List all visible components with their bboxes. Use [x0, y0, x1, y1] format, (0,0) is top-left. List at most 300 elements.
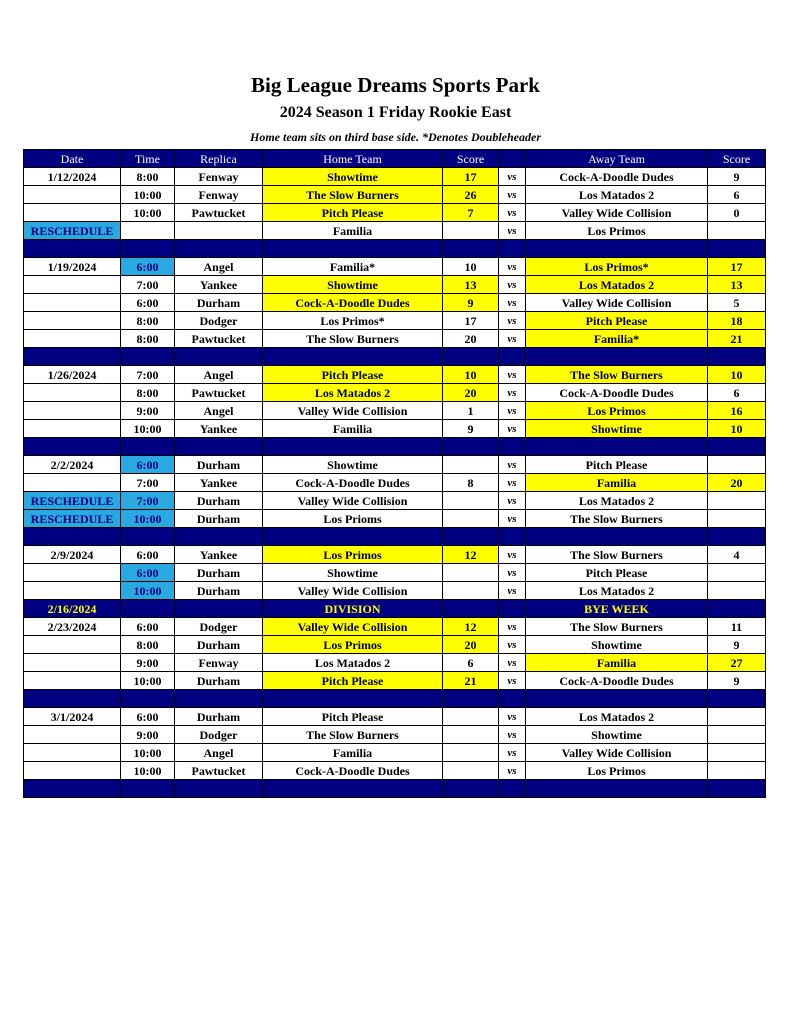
vs-cell: vs: [499, 294, 526, 312]
away-score-cell: 10: [708, 420, 766, 438]
away-team-cell: Showtime: [526, 636, 708, 654]
home-team-cell: Familia*: [263, 258, 443, 276]
time-cell: 10:00: [121, 582, 175, 600]
replica-cell: Pawtucket: [175, 762, 263, 780]
replica-cell: Fenway: [175, 186, 263, 204]
replica-cell: Durham: [175, 294, 263, 312]
home-team-cell: Los Primos: [263, 546, 443, 564]
week-separator-row: [24, 438, 766, 456]
time-cell: 10:00: [121, 762, 175, 780]
time-cell: 6:00: [121, 618, 175, 636]
game-row: [24, 726, 766, 744]
replica-cell: Durham: [175, 672, 263, 690]
replica-cell: Durham: [175, 564, 263, 582]
separator-cell: [121, 348, 175, 366]
date-cell: 1/12/2024: [24, 168, 121, 186]
game-row: [24, 222, 766, 240]
separator-cell: [526, 780, 708, 798]
vs-cell: vs: [499, 672, 526, 690]
vs-cell: vs: [499, 726, 526, 744]
separator-cell: [121, 690, 175, 708]
game-row: [24, 456, 766, 474]
time-cell: 8:00: [121, 384, 175, 402]
away-score-cell: 27: [708, 654, 766, 672]
home-score-cell: 13: [443, 276, 499, 294]
date-cell: [24, 654, 121, 672]
home-score-cell: 8: [443, 474, 499, 492]
date-cell: [24, 402, 121, 420]
away-team-cell: Valley Wide Collision: [526, 294, 708, 312]
home-score-cell: 20: [443, 330, 499, 348]
home-team-cell: Valley Wide Collision: [263, 402, 443, 420]
separator-cell: [526, 528, 708, 546]
header-row: [24, 150, 766, 168]
away-team-cell: Pitch Please: [526, 456, 708, 474]
game-row: [24, 510, 766, 528]
away-team-cell: BYE WEEK: [526, 600, 708, 618]
home-team-cell: Pitch Please: [263, 204, 443, 222]
time-cell: 6:00: [121, 708, 175, 726]
separator-cell: [24, 780, 121, 798]
separator-cell: [443, 348, 499, 366]
away-team-cell: Familia: [526, 474, 708, 492]
replica-cell: Angel: [175, 366, 263, 384]
vs-cell: vs: [499, 744, 526, 762]
away-team-cell: Pitch Please: [526, 564, 708, 582]
replica-cell: Durham: [175, 582, 263, 600]
away-score-cell: [708, 726, 766, 744]
separator-cell: [175, 690, 263, 708]
separator-cell: [708, 780, 766, 798]
vs-cell: [499, 600, 526, 618]
away-score-cell: [708, 510, 766, 528]
time-cell: 8:00: [121, 168, 175, 186]
time-cell: 8:00: [121, 312, 175, 330]
home-score-cell: 9: [443, 420, 499, 438]
game-row: [24, 420, 766, 438]
vs-cell: vs: [499, 222, 526, 240]
away-team-cell: Los Matados 2: [526, 186, 708, 204]
home-team-cell: Cock-A-Doodle Dudes: [263, 762, 443, 780]
away-team-cell: The Slow Burners: [526, 366, 708, 384]
home-team-cell: Familia: [263, 744, 443, 762]
vs-cell: vs: [499, 474, 526, 492]
date-cell: [24, 384, 121, 402]
separator-cell: [175, 780, 263, 798]
game-row: [24, 384, 766, 402]
vs-cell: vs: [499, 708, 526, 726]
col-header-vs: [499, 150, 526, 168]
separator-cell: [24, 348, 121, 366]
separator-cell: [708, 528, 766, 546]
away-team-cell: Showtime: [526, 420, 708, 438]
home-team-cell: Valley Wide Collision: [263, 618, 443, 636]
home-team-cell: Los Primos*: [263, 312, 443, 330]
replica-cell: Dodger: [175, 726, 263, 744]
away-team-cell: Los Matados 2: [526, 582, 708, 600]
away-score-cell: 9: [708, 168, 766, 186]
home-team-cell: Los Prioms: [263, 510, 443, 528]
away-score-cell: 9: [708, 636, 766, 654]
game-row: [24, 276, 766, 294]
replica-cell: Pawtucket: [175, 204, 263, 222]
date-cell: [24, 294, 121, 312]
game-row: [24, 186, 766, 204]
time-cell: 7:00: [121, 366, 175, 384]
home-team-cell: Cock-A-Doodle Dudes: [263, 474, 443, 492]
vs-cell: vs: [499, 618, 526, 636]
home-score-cell: 10: [443, 366, 499, 384]
replica-cell: [175, 222, 263, 240]
week-separator-row: [24, 528, 766, 546]
time-cell: 10:00: [121, 510, 175, 528]
time-cell: [121, 222, 175, 240]
away-score-cell: 9: [708, 672, 766, 690]
away-team-cell: Cock-A-Doodle Dudes: [526, 168, 708, 186]
vs-cell: vs: [499, 456, 526, 474]
away-team-cell: Los Matados 2: [526, 276, 708, 294]
home-score-cell: 12: [443, 546, 499, 564]
away-score-cell: 13: [708, 276, 766, 294]
home-score-cell: 20: [443, 636, 499, 654]
replica-cell: Durham: [175, 492, 263, 510]
home-score-cell: [443, 726, 499, 744]
away-team-cell: Valley Wide Collision: [526, 204, 708, 222]
time-cell: 10:00: [121, 744, 175, 762]
date-cell: RESCHEDULE: [24, 510, 121, 528]
away-score-cell: [708, 564, 766, 582]
vs-cell: vs: [499, 654, 526, 672]
separator-cell: [175, 528, 263, 546]
col-header-home-team: Home Team: [263, 150, 443, 168]
home-score-cell: 21: [443, 672, 499, 690]
away-score-cell: 5: [708, 294, 766, 312]
vs-cell: vs: [499, 168, 526, 186]
separator-cell: [24, 528, 121, 546]
home-score-cell: [443, 744, 499, 762]
replica-cell: Fenway: [175, 168, 263, 186]
replica-cell: Durham: [175, 456, 263, 474]
page-subtitle: 2024 Season 1 Friday Rookie East: [279, 104, 512, 121]
separator-cell: [526, 348, 708, 366]
vs-cell: vs: [499, 402, 526, 420]
separator-cell: [499, 780, 526, 798]
vs-cell: vs: [499, 312, 526, 330]
separator-cell: [708, 348, 766, 366]
bye-week-row: [24, 600, 766, 618]
separator-cell: [263, 690, 443, 708]
separator-cell: [499, 240, 526, 258]
away-score-cell: [708, 456, 766, 474]
home-score-cell: 12: [443, 618, 499, 636]
away-team-cell: Los Primos*: [526, 258, 708, 276]
game-row: [24, 312, 766, 330]
home-score-cell: 10: [443, 258, 499, 276]
replica-cell: Yankee: [175, 546, 263, 564]
away-score-cell: [708, 744, 766, 762]
separator-cell: [526, 690, 708, 708]
home-team-cell: Pitch Please: [263, 366, 443, 384]
game-row: [24, 708, 766, 726]
game-row: [24, 636, 766, 654]
game-row: [24, 330, 766, 348]
separator-cell: [499, 528, 526, 546]
time-cell: 10:00: [121, 672, 175, 690]
week-separator-row: [24, 690, 766, 708]
week-separator-row: [24, 240, 766, 258]
date-cell: [24, 276, 121, 294]
separator-cell: [175, 240, 263, 258]
vs-cell: vs: [499, 258, 526, 276]
away-team-cell: Familia: [526, 654, 708, 672]
game-row: [24, 654, 766, 672]
away-team-cell: Los Matados 2: [526, 708, 708, 726]
away-team-cell: The Slow Burners: [526, 546, 708, 564]
home-score-cell: [443, 762, 499, 780]
date-cell: [24, 582, 121, 600]
away-team-cell: Los Matados 2: [526, 492, 708, 510]
time-cell: 9:00: [121, 726, 175, 744]
separator-cell: [499, 348, 526, 366]
game-row: [24, 672, 766, 690]
home-team-cell: Pitch Please: [263, 672, 443, 690]
separator-cell: [263, 528, 443, 546]
home-team-cell: Los Matados 2: [263, 384, 443, 402]
home-team-cell: Familia: [263, 222, 443, 240]
replica-cell: Angel: [175, 744, 263, 762]
home-score-cell: 7: [443, 204, 499, 222]
home-team-cell: Showtime: [263, 456, 443, 474]
home-team-cell: Familia: [263, 420, 443, 438]
date-cell: [24, 420, 121, 438]
time-cell: 7:00: [121, 276, 175, 294]
game-row: [24, 366, 766, 384]
away-team-cell: The Slow Burners: [526, 618, 708, 636]
game-row: [24, 618, 766, 636]
home-score-cell: 26: [443, 186, 499, 204]
time-cell: 8:00: [121, 330, 175, 348]
time-cell: 6:00: [121, 294, 175, 312]
away-team-cell: Los Primos: [526, 762, 708, 780]
away-team-cell: Valley Wide Collision: [526, 744, 708, 762]
separator-cell: [24, 240, 121, 258]
home-score-cell: [443, 222, 499, 240]
home-score-cell: [443, 510, 499, 528]
home-team-cell: Los Primos: [263, 636, 443, 654]
home-score-cell: [443, 582, 499, 600]
game-row: [24, 204, 766, 222]
game-row: [24, 492, 766, 510]
page-title: Big League Dreams Sports Park: [251, 73, 540, 97]
separator-cell: [263, 780, 443, 798]
home-team-cell: Showtime: [263, 276, 443, 294]
away-team-cell: Los Primos: [526, 222, 708, 240]
away-score-cell: 17: [708, 258, 766, 276]
game-row: [24, 564, 766, 582]
time-cell: 6:00: [121, 258, 175, 276]
away-team-cell: Familia*: [526, 330, 708, 348]
home-score-cell: 17: [443, 312, 499, 330]
home-score-cell: [443, 492, 499, 510]
away-score-cell: [708, 582, 766, 600]
away-team-cell: Cock-A-Doodle Dudes: [526, 672, 708, 690]
date-cell: [24, 312, 121, 330]
separator-cell: [24, 438, 121, 456]
away-score-cell: [708, 708, 766, 726]
time-cell: 8:00: [121, 636, 175, 654]
separator-cell: [175, 348, 263, 366]
date-cell: [24, 474, 121, 492]
col-header-time: Time: [121, 150, 175, 168]
game-row: [24, 582, 766, 600]
away-score-cell: 4: [708, 546, 766, 564]
replica-cell: Pawtucket: [175, 384, 263, 402]
game-row: [24, 402, 766, 420]
home-team-cell: Cock-A-Doodle Dudes: [263, 294, 443, 312]
replica-cell: Durham: [175, 636, 263, 654]
vs-cell: vs: [499, 492, 526, 510]
separator-cell: [263, 240, 443, 258]
schedule-note: Home team sits on third base side. *Denotes Doubleheader: [250, 130, 541, 144]
away-score-cell: [708, 492, 766, 510]
time-cell: 7:00: [121, 492, 175, 510]
home-score-cell: [443, 456, 499, 474]
game-row: [24, 744, 766, 762]
separator-cell: [499, 690, 526, 708]
col-header-date: Date: [24, 150, 121, 168]
date-cell: 3/1/2024: [24, 708, 121, 726]
away-team-cell: Los Primos: [526, 402, 708, 420]
date-cell: [24, 564, 121, 582]
game-row: [24, 474, 766, 492]
replica-cell: Yankee: [175, 420, 263, 438]
separator-cell: [443, 780, 499, 798]
date-cell: [24, 186, 121, 204]
home-team-cell: The Slow Burners: [263, 726, 443, 744]
time-cell: [121, 600, 175, 618]
vs-cell: vs: [499, 276, 526, 294]
separator-cell: [121, 528, 175, 546]
time-cell: 10:00: [121, 420, 175, 438]
col-header-replica: Replica: [175, 150, 263, 168]
replica-cell: Dodger: [175, 618, 263, 636]
away-score-cell: 6: [708, 186, 766, 204]
replica-cell: Pawtucket: [175, 330, 263, 348]
separator-cell: [526, 438, 708, 456]
game-row: [24, 168, 766, 186]
separator-cell: [526, 240, 708, 258]
date-cell: [24, 672, 121, 690]
col-header-away-team: Away Team: [526, 150, 708, 168]
vs-cell: vs: [499, 762, 526, 780]
away-score-cell: 18: [708, 312, 766, 330]
home-team-cell: DIVISION: [263, 600, 443, 618]
away-score-cell: [708, 600, 766, 618]
date-cell: 2/9/2024: [24, 546, 121, 564]
date-cell: 2/23/2024: [24, 618, 121, 636]
away-team-cell: Showtime: [526, 726, 708, 744]
replica-cell: Yankee: [175, 474, 263, 492]
vs-cell: vs: [499, 330, 526, 348]
time-cell: 10:00: [121, 204, 175, 222]
replica-cell: Angel: [175, 258, 263, 276]
game-row: [24, 546, 766, 564]
home-team-cell: Showtime: [263, 168, 443, 186]
home-team-cell: Showtime: [263, 564, 443, 582]
replica-cell: Durham: [175, 708, 263, 726]
away-team-cell: Pitch Please: [526, 312, 708, 330]
vs-cell: vs: [499, 204, 526, 222]
time-cell: 6:00: [121, 546, 175, 564]
time-cell: 9:00: [121, 654, 175, 672]
home-team-cell: The Slow Burners: [263, 186, 443, 204]
vs-cell: vs: [499, 186, 526, 204]
away-score-cell: 6: [708, 384, 766, 402]
game-row: [24, 762, 766, 780]
date-cell: 2/16/2024: [24, 600, 121, 618]
home-score-cell: [443, 564, 499, 582]
home-team-cell: The Slow Burners: [263, 330, 443, 348]
vs-cell: vs: [499, 420, 526, 438]
away-score-cell: [708, 762, 766, 780]
vs-cell: vs: [499, 546, 526, 564]
home-score-cell: 20: [443, 384, 499, 402]
col-header-away-score: Score: [708, 150, 766, 168]
home-score-cell: 9: [443, 294, 499, 312]
home-score-cell: [443, 600, 499, 618]
away-score-cell: 11: [708, 618, 766, 636]
date-cell: [24, 744, 121, 762]
date-cell: [24, 636, 121, 654]
home-score-cell: 1: [443, 402, 499, 420]
home-team-cell: Valley Wide Collision: [263, 582, 443, 600]
home-team-cell: Valley Wide Collision: [263, 492, 443, 510]
date-cell: 1/19/2024: [24, 258, 121, 276]
replica-cell: Dodger: [175, 312, 263, 330]
away-score-cell: 16: [708, 402, 766, 420]
separator-cell: [175, 438, 263, 456]
home-team-cell: Pitch Please: [263, 708, 443, 726]
date-cell: [24, 762, 121, 780]
vs-cell: vs: [499, 582, 526, 600]
away-team-cell: Cock-A-Doodle Dudes: [526, 384, 708, 402]
vs-cell: vs: [499, 636, 526, 654]
date-cell: [24, 204, 121, 222]
replica-cell: Yankee: [175, 276, 263, 294]
replica-cell: Fenway: [175, 654, 263, 672]
separator-cell: [121, 438, 175, 456]
separator-cell: [443, 438, 499, 456]
replica-cell: [175, 600, 263, 618]
separator-cell: [708, 438, 766, 456]
date-cell: [24, 330, 121, 348]
week-separator-row: [24, 348, 766, 366]
week-separator-row: [24, 780, 766, 798]
replica-cell: Angel: [175, 402, 263, 420]
time-cell: 6:00: [121, 564, 175, 582]
time-cell: 7:00: [121, 474, 175, 492]
vs-cell: vs: [499, 510, 526, 528]
separator-cell: [121, 240, 175, 258]
date-cell: [24, 726, 121, 744]
away-score-cell: 21: [708, 330, 766, 348]
col-header-home-score: Score: [443, 150, 499, 168]
away-score-cell: [708, 222, 766, 240]
date-cell: 2/2/2024: [24, 456, 121, 474]
vs-cell: vs: [499, 564, 526, 582]
date-cell: RESCHEDULE: [24, 492, 121, 510]
time-cell: 6:00: [121, 456, 175, 474]
